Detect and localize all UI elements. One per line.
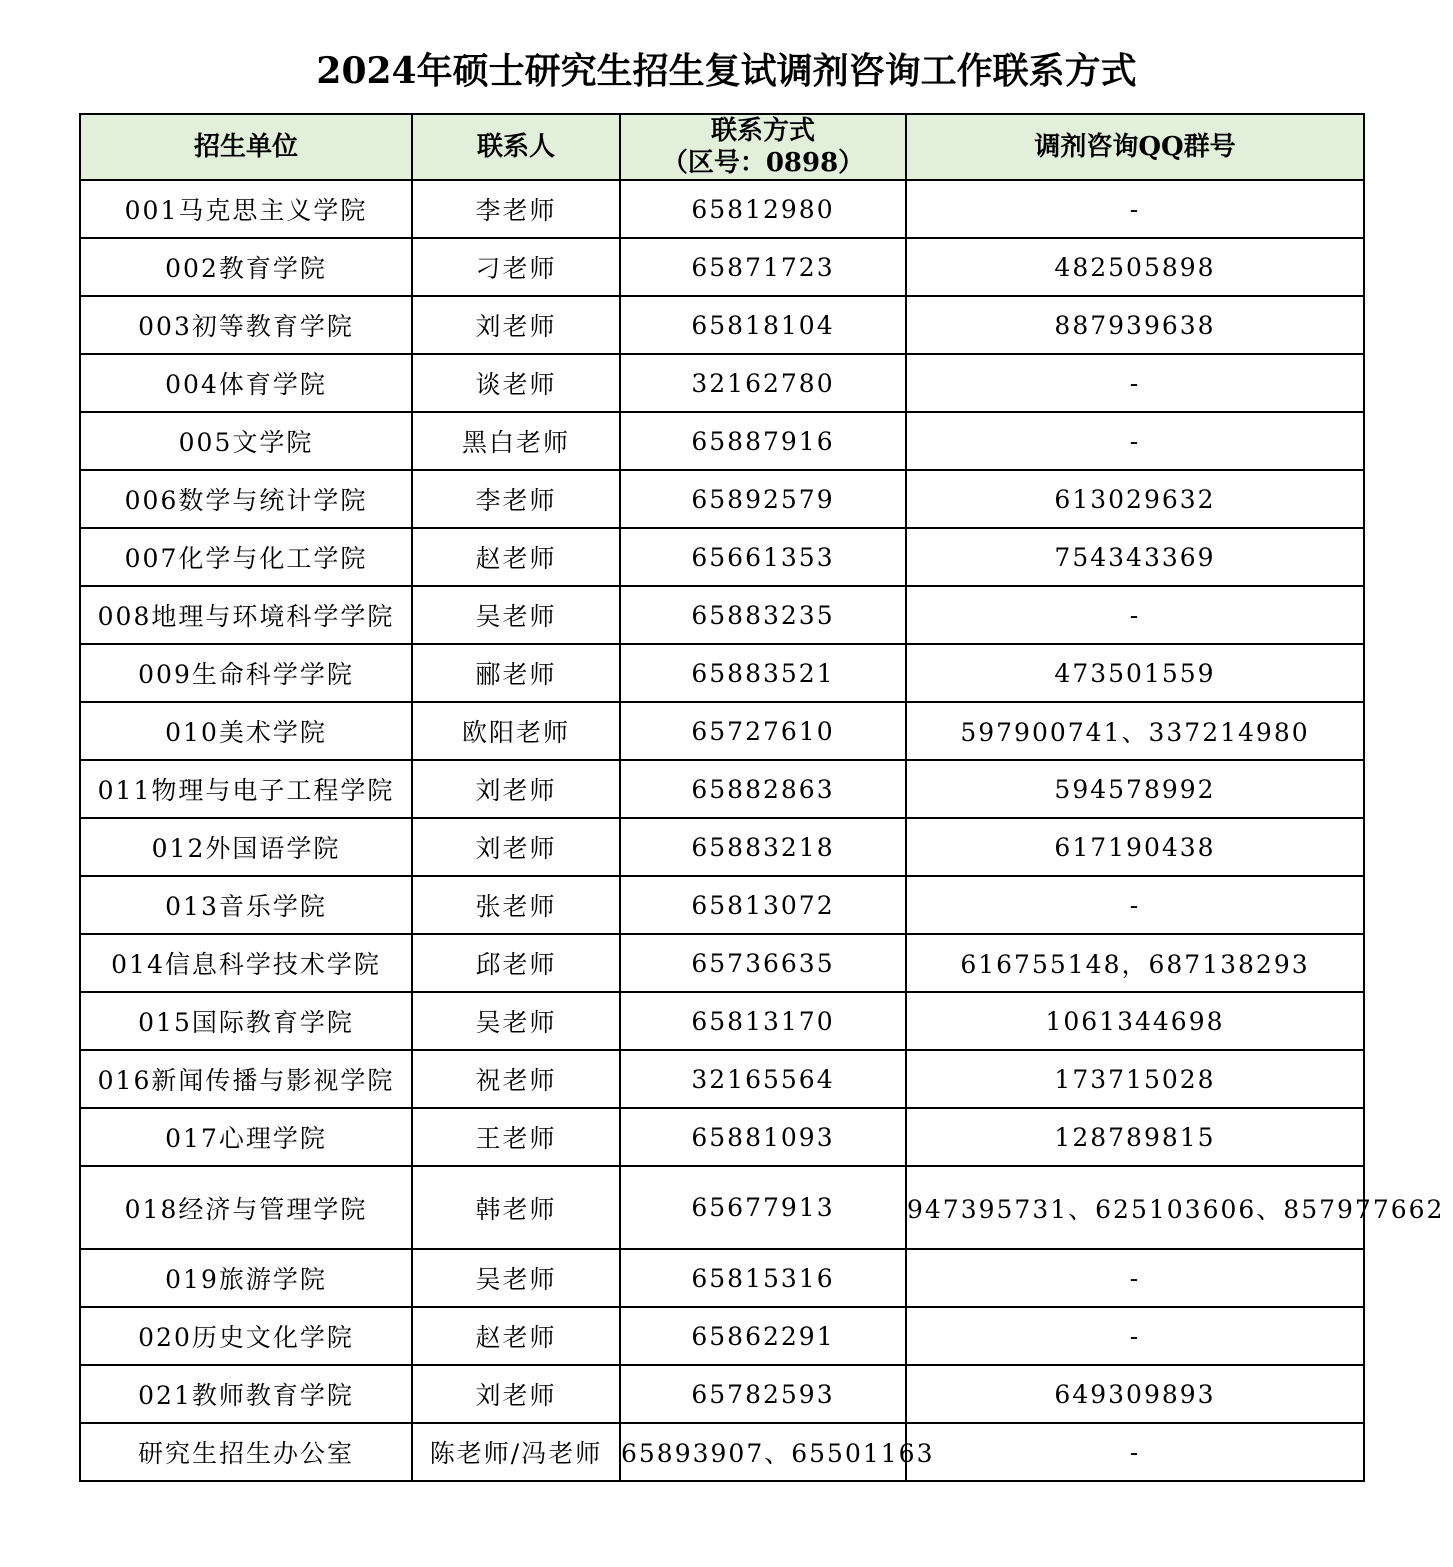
cell-qq: - xyxy=(906,586,1364,644)
cell-phone: 65727610 xyxy=(620,702,906,760)
cell-phone: 65892579 xyxy=(620,470,906,528)
header-phone-area-code: （区号：0898） xyxy=(661,148,865,178)
cell-phone: 65883235 xyxy=(620,586,906,644)
cell-phone: 65883218 xyxy=(620,818,906,876)
cell-unit: 003初等教育学院 xyxy=(80,296,412,354)
cell-qq: - xyxy=(906,876,1364,934)
cell-unit: 001马克思主义学院 xyxy=(80,180,412,238)
cell-unit: 009生命科学学院 xyxy=(80,644,412,702)
table-row xyxy=(80,296,1364,354)
header-qq: 调剂咨询QQ群号 xyxy=(906,114,1364,180)
header-contact: 联系人 xyxy=(412,114,620,180)
table-row xyxy=(80,470,1364,528)
table-row xyxy=(80,586,1364,644)
cell-phone: 65813072 xyxy=(620,876,906,934)
table-row xyxy=(80,1365,1364,1423)
cell-phone: 32162780 xyxy=(620,354,906,412)
cell-unit: 012外国语学院 xyxy=(80,818,412,876)
cell-contact: 黑白老师 xyxy=(412,412,620,470)
cell-qq: 616755148，687138293 xyxy=(906,934,1364,992)
cell-unit: 011物理与电子工程学院 xyxy=(80,760,412,818)
cell-qq: - xyxy=(906,1423,1364,1481)
cell-unit: 020历史文化学院 xyxy=(80,1307,412,1365)
cell-contact: 祝老师 xyxy=(412,1050,620,1108)
cell-phone: 65818104 xyxy=(620,296,906,354)
table-row xyxy=(80,1108,1364,1166)
cell-phone: 65862291 xyxy=(620,1307,906,1365)
cell-contact: 吴老师 xyxy=(412,992,620,1050)
cell-phone: 65736635 xyxy=(620,934,906,992)
cell-qq: - xyxy=(906,180,1364,238)
cell-qq: - xyxy=(906,1307,1364,1365)
cell-qq: 597900741、337214980 xyxy=(906,702,1364,760)
cell-unit: 002教育学院 xyxy=(80,238,412,296)
table-row xyxy=(80,760,1364,818)
cell-qq: 482505898 xyxy=(906,238,1364,296)
cell-qq: 613029632 xyxy=(906,470,1364,528)
header-phone xyxy=(620,114,906,180)
cell-contact: 陈老师/冯老师 xyxy=(412,1423,620,1481)
cell-contact: 郦老师 xyxy=(412,644,620,702)
cell-unit: 010美术学院 xyxy=(80,702,412,760)
cell-phone: 65812980 xyxy=(620,180,906,238)
table-row xyxy=(80,1249,1364,1307)
cell-contact: 刘老师 xyxy=(412,296,620,354)
cell-contact: 王老师 xyxy=(412,1108,620,1166)
cell-unit: 017心理学院 xyxy=(80,1108,412,1166)
cell-qq: - xyxy=(906,354,1364,412)
table-header-row xyxy=(80,114,1364,180)
cell-phone: 65893907、65501163 xyxy=(620,1423,906,1481)
cell-unit: 014信息科学技术学院 xyxy=(80,934,412,992)
cell-phone: 65871723 xyxy=(620,238,906,296)
cell-contact: 欧阳老师 xyxy=(412,702,620,760)
cell-contact: 张老师 xyxy=(412,876,620,934)
header-phone-label: 联系方式 xyxy=(710,116,815,146)
cell-unit: 研究生招生办公室 xyxy=(80,1423,412,1481)
cell-unit: 019旅游学院 xyxy=(80,1249,412,1307)
cell-contact: 谈老师 xyxy=(412,354,620,412)
cell-unit: 006数学与统计学院 xyxy=(80,470,412,528)
cell-contact: 赵老师 xyxy=(412,1307,620,1365)
cell-unit: 007化学与化工学院 xyxy=(80,528,412,586)
table-row xyxy=(80,644,1364,702)
cell-contact: 刘老师 xyxy=(412,1365,620,1423)
cell-contact: 刘老师 xyxy=(412,760,620,818)
table-row xyxy=(80,818,1364,876)
cell-unit: 018经济与管理学院 xyxy=(80,1166,412,1249)
page-title: 2024年硕士研究生招生复试调剂咨询工作联系方式 xyxy=(316,50,1137,92)
cell-unit: 015国际教育学院 xyxy=(80,992,412,1050)
cell-qq: - xyxy=(906,1249,1364,1307)
cell-phone: 65782593 xyxy=(620,1365,906,1423)
table-row xyxy=(80,180,1364,238)
table-row xyxy=(80,992,1364,1050)
cell-qq: 649309893 xyxy=(906,1365,1364,1423)
cell-unit: 004体育学院 xyxy=(80,354,412,412)
cell-contact: 吴老师 xyxy=(412,1249,620,1307)
cell-qq: - xyxy=(906,412,1364,470)
cell-contact: 李老师 xyxy=(412,180,620,238)
cell-qq: 594578992 xyxy=(906,760,1364,818)
cell-phone: 65883521 xyxy=(620,644,906,702)
table-row xyxy=(80,354,1364,412)
cell-phone: 65813170 xyxy=(620,992,906,1050)
cell-unit: 008地理与环境科学学院 xyxy=(80,586,412,644)
cell-phone: 65882863 xyxy=(620,760,906,818)
cell-qq: 947395731、625103606、857977662 xyxy=(906,1166,1364,1249)
cell-contact: 刁老师 xyxy=(412,238,620,296)
cell-qq: 1061344698 xyxy=(906,992,1364,1050)
cell-contact: 邱老师 xyxy=(412,934,620,992)
table-row xyxy=(80,1423,1364,1481)
table-row xyxy=(80,238,1364,296)
table-row xyxy=(80,876,1364,934)
cell-qq: 754343369 xyxy=(906,528,1364,586)
table-row xyxy=(80,1307,1364,1365)
cell-contact: 韩老师 xyxy=(412,1166,620,1249)
table-row xyxy=(80,412,1364,470)
cell-contact: 赵老师 xyxy=(412,528,620,586)
contact-table xyxy=(79,113,1445,1482)
cell-contact: 吴老师 xyxy=(412,586,620,644)
cell-phone: 65815316 xyxy=(620,1249,906,1307)
cell-unit: 021教师教育学院 xyxy=(80,1365,412,1423)
table-row xyxy=(80,1166,1364,1249)
cell-qq: 617190438 xyxy=(906,818,1364,876)
cell-phone: 65881093 xyxy=(620,1108,906,1166)
table-row xyxy=(80,934,1364,992)
cell-unit: 005文学院 xyxy=(80,412,412,470)
cell-qq: 173715028 xyxy=(906,1050,1364,1108)
cell-phone: 65677913 xyxy=(620,1166,906,1249)
cell-unit: 016新闻传播与影视学院 xyxy=(80,1050,412,1108)
table-row xyxy=(80,702,1364,760)
cell-qq: 887939638 xyxy=(906,296,1364,354)
cell-qq: 473501559 xyxy=(906,644,1364,702)
table-body xyxy=(80,180,1445,1481)
cell-unit: 013音乐学院 xyxy=(80,876,412,934)
cell-phone: 32165564 xyxy=(620,1050,906,1108)
cell-qq: 128789815 xyxy=(906,1108,1364,1166)
cell-phone: 65887916 xyxy=(620,412,906,470)
table-row xyxy=(80,528,1364,586)
cell-phone: 65661353 xyxy=(620,528,906,586)
cell-contact: 刘老师 xyxy=(412,818,620,876)
table-row xyxy=(80,1050,1364,1108)
header-unit: 招生单位 xyxy=(80,114,412,180)
cell-contact: 李老师 xyxy=(412,470,620,528)
